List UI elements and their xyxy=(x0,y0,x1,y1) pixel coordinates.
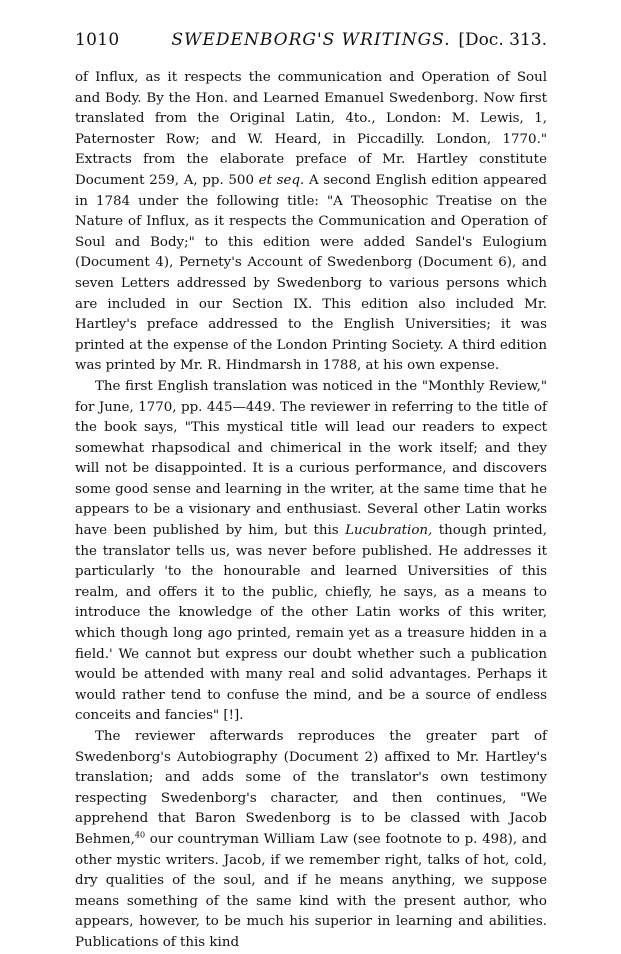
et-seq-italic: et seq. xyxy=(258,172,305,188)
paragraph-1-text-a: of Influx, as it respects the communication and Operation of Soul and Body. By the Hon. and Learned Emanuel Swedenborg. Now first translated from the Original Latin, 4to., London: M. Lewis, 1, Paternoster Row; and W. Heard, in Piccadilly. London, 1770." Extracts from the elaborate preface of Mr. Hartley constitute Document 259, A, pp. 500 xyxy=(75,70,547,188)
paragraph-3 xyxy=(75,727,547,954)
running-header xyxy=(75,28,547,52)
paragraph-1 xyxy=(75,68,547,377)
page-number: 1010 xyxy=(75,30,120,50)
footnote-reference: 40 xyxy=(134,830,146,840)
paragraph-2-text-b: though printed, the translator tells us, was never before published. He addresses it particularly 'to the honourable and learned Universities of this realm, and offers it to the public, chiefly, he says, as a means to introduce the knowledge of the other Latin works of this writer, which though long ago printed, remain yet as a treasure hidden in a field.' We cannot but express our doubt whether such a publication would be attended with many real and solid advantages. Perhaps it would rather tend to confuse the mind, and be a source of endless conceits and fancies" [!]. xyxy=(75,523,548,724)
lucubration-italic: Lucubration, xyxy=(345,523,433,539)
paragraph-3-text-b: our countryman William Law (see footnote to p. 498), and other mystic writers. Jacob, if we remember right, talks of hot, cold, dry qualities of the soul, and if he means anything, we suppose means something of the same kind with the present author, who appears, however, to be much his superior in learning and abilities. Publications of this kind xyxy=(75,831,547,950)
running-title: SWEDENBORG'S WRITINGS. xyxy=(171,30,451,50)
paragraph-2-text-a: The first English translation was noticed in the "Monthly Review," for June, 1770, pp. 445—449. The reviewer in referring to the title of the book says, "This mystical title will lead our readers to expect somewhat rhapsodical and chimerical in the work itself; and they will not be disappointed. It is a curious performance, and discovers some good sense and learning in the writer, at the same time that he appears to be a visionary and enthusiast. Several other Latin works have been published by him, but this xyxy=(75,378,547,539)
paragraph-2 xyxy=(75,377,547,727)
paragraph-3-text-a: The reviewer afterwards reproduces the greater part of Swedenborg's Autobiography (Document 2) affixed to Mr. Hartley's translation; and adds some of the translator's own testimony respecting Swedenborg's character, and then continues, "We apprehend that Baron Swedenborg is to be classed with Jacob Behmen, xyxy=(75,729,547,847)
document-reference: [Doc. 313. xyxy=(458,30,547,50)
body-text xyxy=(75,68,547,954)
paragraph-1-text-b: A second English edition appeared in 1784 under the following title: "A Theosophic Treatise on the Nature of Influx, as it respects the Communication and Operation of Soul and Body;" to this edition were added Sandel's Eulogium (Document 4), Pernety's Account of Swedenborg (Document 6), and seven Letters addressed by Swedenborg to various persons which are included in our Section IX. This edition also included Mr. Hartley's preface addressed to the English Universities; it was printed at the expense of the London Printing Society. A third edition was printed by Mr. R. Hindmarsh in 1788, at his own expense. xyxy=(75,172,547,374)
